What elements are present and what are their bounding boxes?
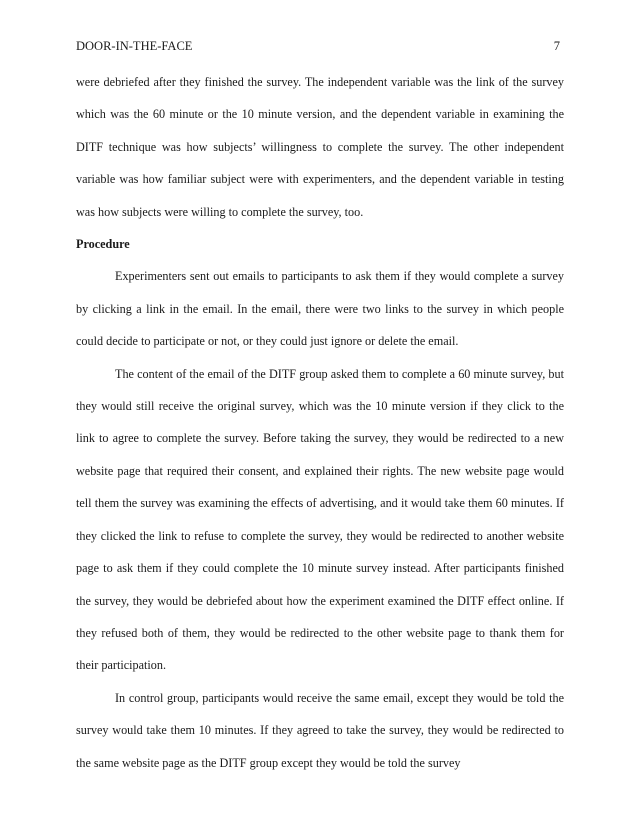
paragraph-continued: were debriefed after they finished the survey. The independent variable was the link of the survey which was the 60 minute or the 10 minute version, and the dependent variable in examining the DITF technique was how subjects’ willingness to complete the survey. The other independent variable was how familiar subject were with experimenters, and the dependent variable in testing was how subjects were willing to complete the survey, too. [76,75,564,219]
paragraph-procedure-2: The content of the email of the DITF group asked them to complete a 60 minute survey, but they would still receive the original survey, which was the 10 minute version if they click to the link to agree to complete the survey. Before taking the survey, they would be redirected to a new website page that required their consent, and explained their rights. The new website page would tell them the survey was examining the effects of advertising, and it would take them 60 minutes. If they clicked the link to refuse to complete the survey, they would be redirected to another website page to ask them if they could complete the 10 minute survey instead. After participants finished the survey, they would be debriefed about how the experiment examined the DITF effect online. If they refused both of them, they would be redirected to the other website page to thank them for their participation. [76,366,564,673]
running-head [76,37,560,55]
section-heading-procedure: Procedure [76,237,130,252]
paragraph-procedure-1: Experimenters sent out emails to participants to ask them if they would complete a survey by clicking a link in the email. In the email, there were two links to the survey in which people could decide to participate or not, or they could just ignore or delete the email. [76,269,564,349]
page-number: 7 [553,39,560,53]
paragraph-procedure-3: In control group, participants would receive the same email, except they would be told the survey would take them 10 minutes. If they agreed to take the survey, they would be redirected to the same website page as the DITF group except they would be told the survey [76,690,564,770]
running-head-title: DOOR-IN-THE-FACE [76,39,193,53]
body-text [76,66,564,779]
